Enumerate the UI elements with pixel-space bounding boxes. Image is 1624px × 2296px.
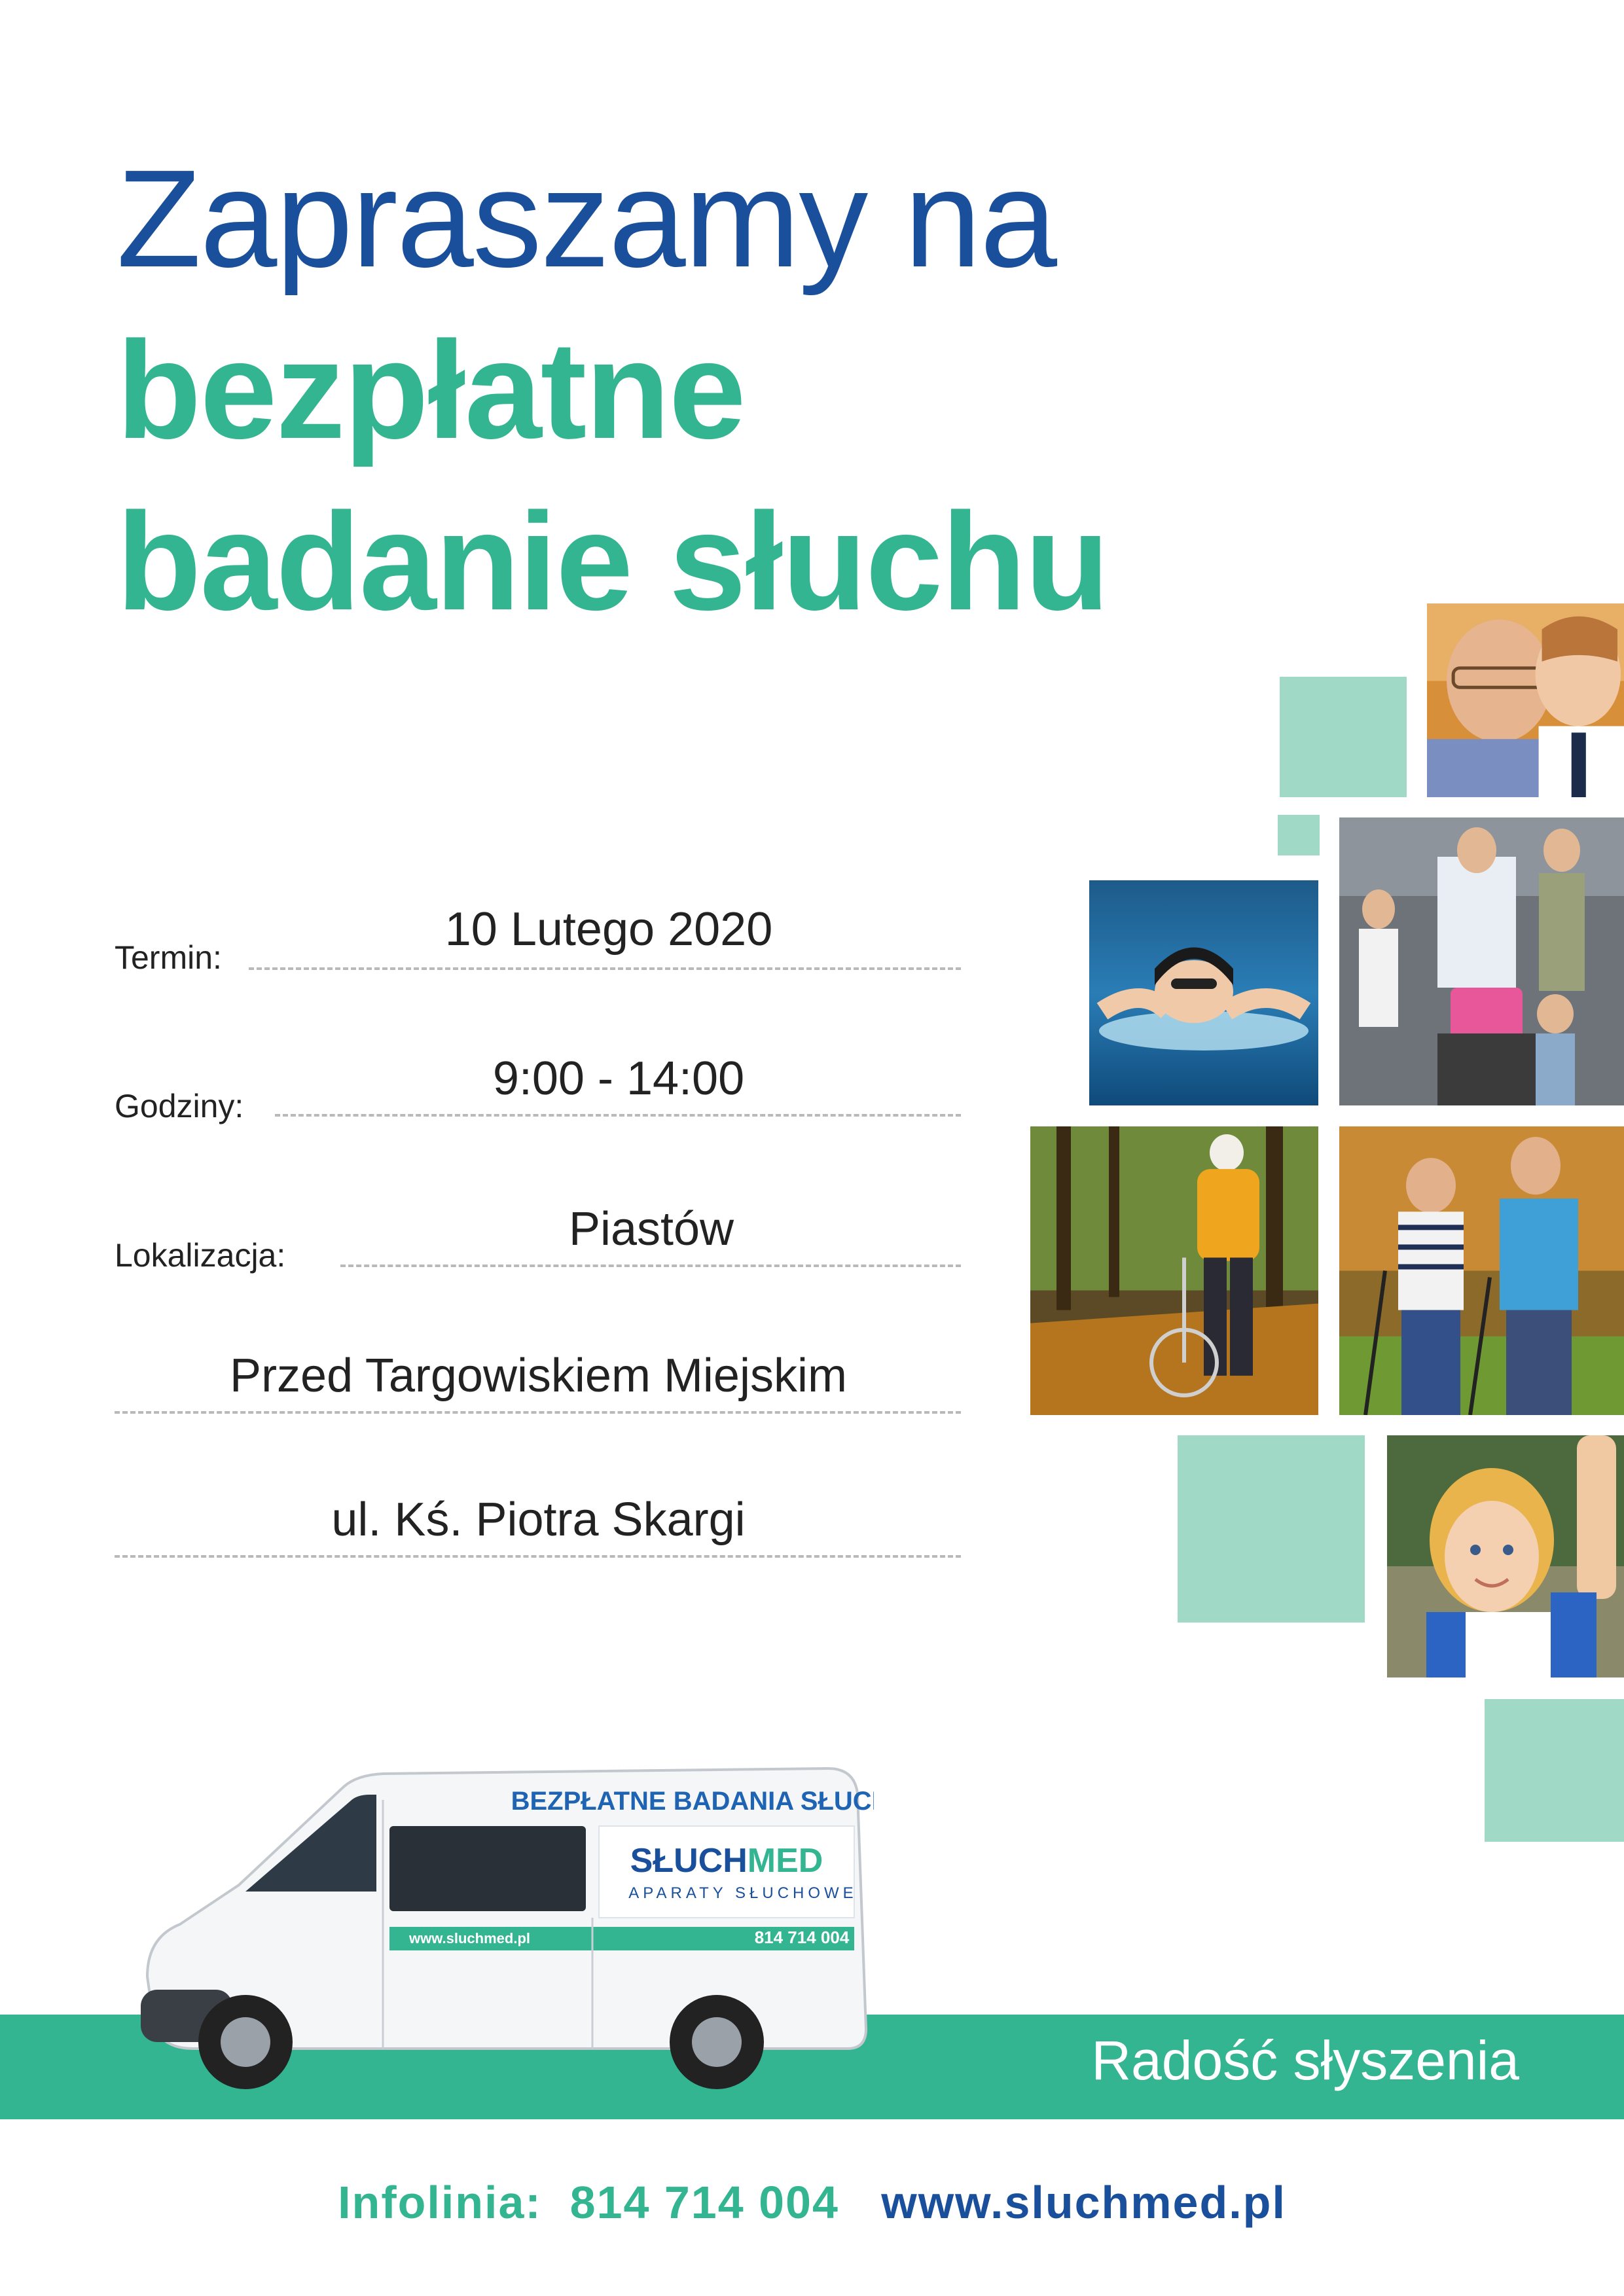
address-line1-dashed-line [115,1411,961,1414]
footer-infolinia-label: Infolinia: [338,2177,542,2228]
mint-square-small [1278,815,1320,855]
mobile-clinic-van [134,1761,874,2101]
termin-value: 10 Lutego 2020 [444,903,773,956]
lokalizacja-value: Piastów [568,1203,734,1255]
headline-line1: Zapraszamy na [117,141,1056,296]
swimmer-photo [1089,880,1318,1105]
address-line2: ul. Kś. Piotra Skargi [331,1494,746,1546]
termin-label: Termin: [115,939,222,976]
couple-nordic-walking-photo [1339,1126,1624,1415]
family-travel-photo [1339,817,1624,1105]
termin-dashed-line [249,967,961,970]
headline-line2: bezpłatne [117,312,745,467]
address-line2-dashed-line [115,1555,961,1558]
van-brand-part1: SŁUCH [630,1842,748,1880]
headline-line3: badanie słuchu [117,484,1109,639]
woman-bicycle-photo [1030,1126,1318,1415]
address-line1: Przed Targowiskiem Miejskim [230,1350,847,1402]
mint-square-1 [1280,677,1407,797]
slogan-text: Radość słyszenia [1091,2030,1519,2091]
lokalizacja-dashed-line [340,1265,961,1267]
footer-website-link[interactable]: www.sluchmed.pl [881,2177,1286,2228]
van-website: www.sluchmed.pl [409,1930,530,1946]
godziny-value: 9:00 - 14:00 [492,1052,745,1105]
child-raising-hand-photo [1387,1435,1624,1677]
mint-square-2 [1178,1435,1365,1623]
van-banner-text: BEZPŁATNE BADANIA SŁUCHU [511,1787,874,1816]
footer-contact [0,2177,1624,2228]
lokalizacja-label: Lokalizacja: [115,1237,286,1274]
van-brand-part2: MED [747,1842,823,1880]
grandfather-child-photo [1427,603,1624,797]
svg-text:SŁUCHMED [630,1842,823,1880]
godziny-dashed-line [275,1114,961,1117]
godziny-label: Godziny: [115,1088,244,1124]
van-brand-subtitle: APARATY SŁUCHOWE [628,1884,857,1902]
van-phone: 814 714 004 [754,1928,850,1947]
mint-square-3 [1485,1699,1624,1842]
footer-phone[interactable]: 814 714 004 [569,2177,839,2228]
